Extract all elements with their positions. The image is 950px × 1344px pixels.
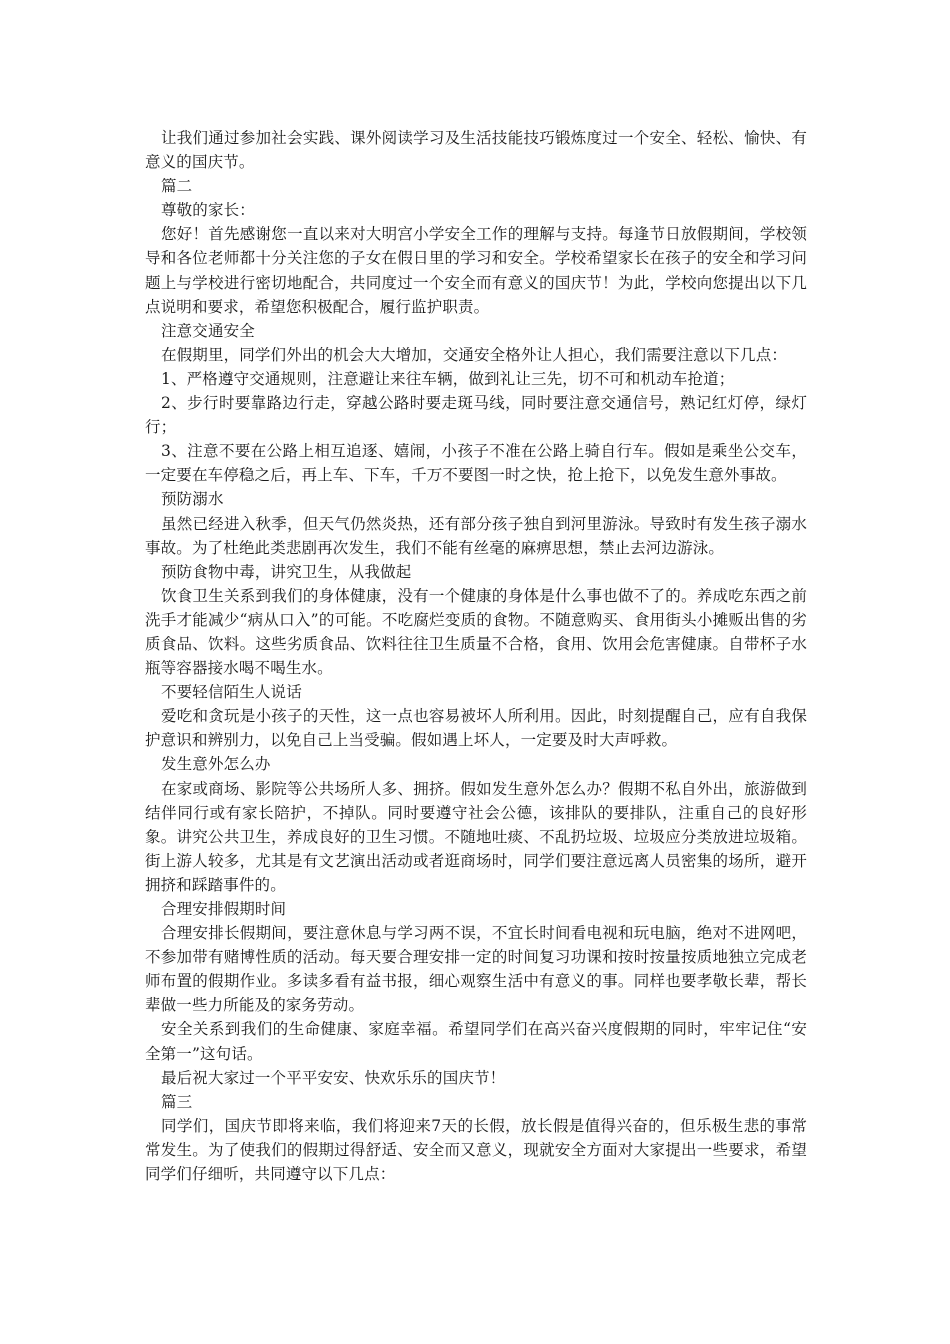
paragraph-food-hygiene: 饮食卫生关系到我们的身体健康，没有一个健康的身体是什么事也做不了的。养成吃东西之前洗手才能减少“病从口入”的可能。不吃腐烂变质的食物。不随意购买、食用街头小摊贩出售的劣质食品、饮料。这些劣质食品、饮料往往卫生质量不合格，食用、饮用会危害健康。自带杯子水瓶等容器接水喝不喝生水。 (145, 586, 807, 678)
paragraph-strangers: 爱吃和贪玩是小孩子的天性，这一点也容易被坏人所利用。因此，时刻提醒自己，应有自我保护意识和辨别力，以免自己上当受骗。假如遇上坏人，一定要及时大声呼救。 (145, 707, 807, 750)
section-heading-part-two: 篇二 (161, 177, 193, 196)
heading-accidents: 发生意外怎么办 (161, 755, 271, 774)
heading-food-poisoning: 预防食物中毒，讲究卫生，从我做起 (161, 562, 412, 581)
paragraph-intro: 让我们通过参加社会实践、课外阅读学习及生活技能技巧锻炼度过一个安全、轻松、愉快、有意义的国庆节。 (145, 129, 807, 172)
paragraph-drowning: 虽然已经进入秋季，但天气仍然炎热，还有部分孩子独自到河里游泳。导致时有发生孩子溺水事故。为了杜绝此类悲剧再次发生，我们不能有丝毫的麻痹思想，禁止去河边游泳。 (145, 514, 807, 557)
heading-traffic-safety: 注意交通安全 (161, 321, 255, 340)
paragraph-greeting: 您好！首先感谢您一直以来对大明宫小学安全工作的理解与支持。每逢节日放假期间，学校领导和各位老师都十分关注您的子女在假日里的学习和安全。学校希望家长在孩子的安全和学习问题上与学校进行密切地配合，共同度过一个安全而有意义的国庆节！为此，学校向您提出以下几点说明和要求，希望您积极配合，履行监护职责。 (145, 225, 807, 316)
list-item-traffic-1: 1、严格遵守交通规则，注意避让来往车辆，做到礼让三先，切不可和机动车抢道； (161, 369, 735, 388)
salutation: 尊敬的家长： (161, 201, 255, 220)
document-body (145, 126, 807, 1186)
paragraph-safety-first: 安全关系到我们的生命健康、家庭幸福。希望同学们在高兴奋兴度假期的同时，牢牢记住“安全第一”这句话。 (145, 1020, 807, 1063)
list-item-traffic-3: 3、注意不要在公路上相互追逐、嬉闹，小孩子不准在公路上骑自行车。假如是乘坐公交车，一定要在车停稳之后，再上车、下车，千万不要图一时之快，抢上抢下，以免发生意外事故。 (145, 442, 807, 485)
heading-drowning: 预防溺水 (161, 490, 224, 509)
heading-schedule: 合理安排假期时间 (161, 900, 287, 918)
section-heading-part-three: 篇三 (161, 1092, 193, 1111)
list-item-traffic-2: 2、步行时要靠路边行走，穿越公路时要走斑马线，同时要注意交通信号，熟记红灯停，绿灯行； (145, 394, 807, 437)
paragraph-part-three-intro: 同学们，国庆节即将来临，我们将迎来7天的长假，放长假是值得兴奋的，但乐极生悲的事常常发生。为了使我们的假期过得舒适、安全而又意义，现就安全方面对大家提出一些要求，希望同学们仔细听，共同遵守以下几点： (145, 1116, 807, 1184)
heading-strangers: 不要轻信陌生人说话 (161, 683, 302, 702)
paragraph-schedule: 合理安排长假期间，要注意休息与学习两不误，不宜长时间看电视和玩电脑，绝对不进网吧，不参加带有赌博性质的活动。每天要合理安排一定的时间复习功课和按时按量按质地独立完成老师布置的假期作业。多读多看有益书报，细心观察生活中有意义的事。同样也要孝敬长辈，帮长辈做一些力所能及的家务劳动。 (145, 924, 807, 1015)
paragraph-accidents: 在家或商场、影院等公共场所人多、拥挤。假如发生意外怎么办？假期不私自外出，旅游做到结伴同行或有家长陪护，不掉队。同时要遵守社会公德，该排队的要排队，注重自己的良好形象。讲究公共卫生，养成良好的卫生习惯。不随地吐痰、不乱扔垃圾、垃圾应分类放进垃圾箱。街上游人较多，尤其是有文艺演出活动或者逛商场时，同学们要注意远离人员密集的场所，避开拥挤和踩踏事件的。 (145, 779, 807, 894)
paragraph-traffic-intro: 在假期里，同学们外出的机会大大增加，交通安全格外让人担心，我们需要注意以下几点： (161, 345, 788, 364)
paragraph-closing-wish: 最后祝大家过一个平平安安、快欢乐乐的国庆节！ (161, 1068, 506, 1087)
